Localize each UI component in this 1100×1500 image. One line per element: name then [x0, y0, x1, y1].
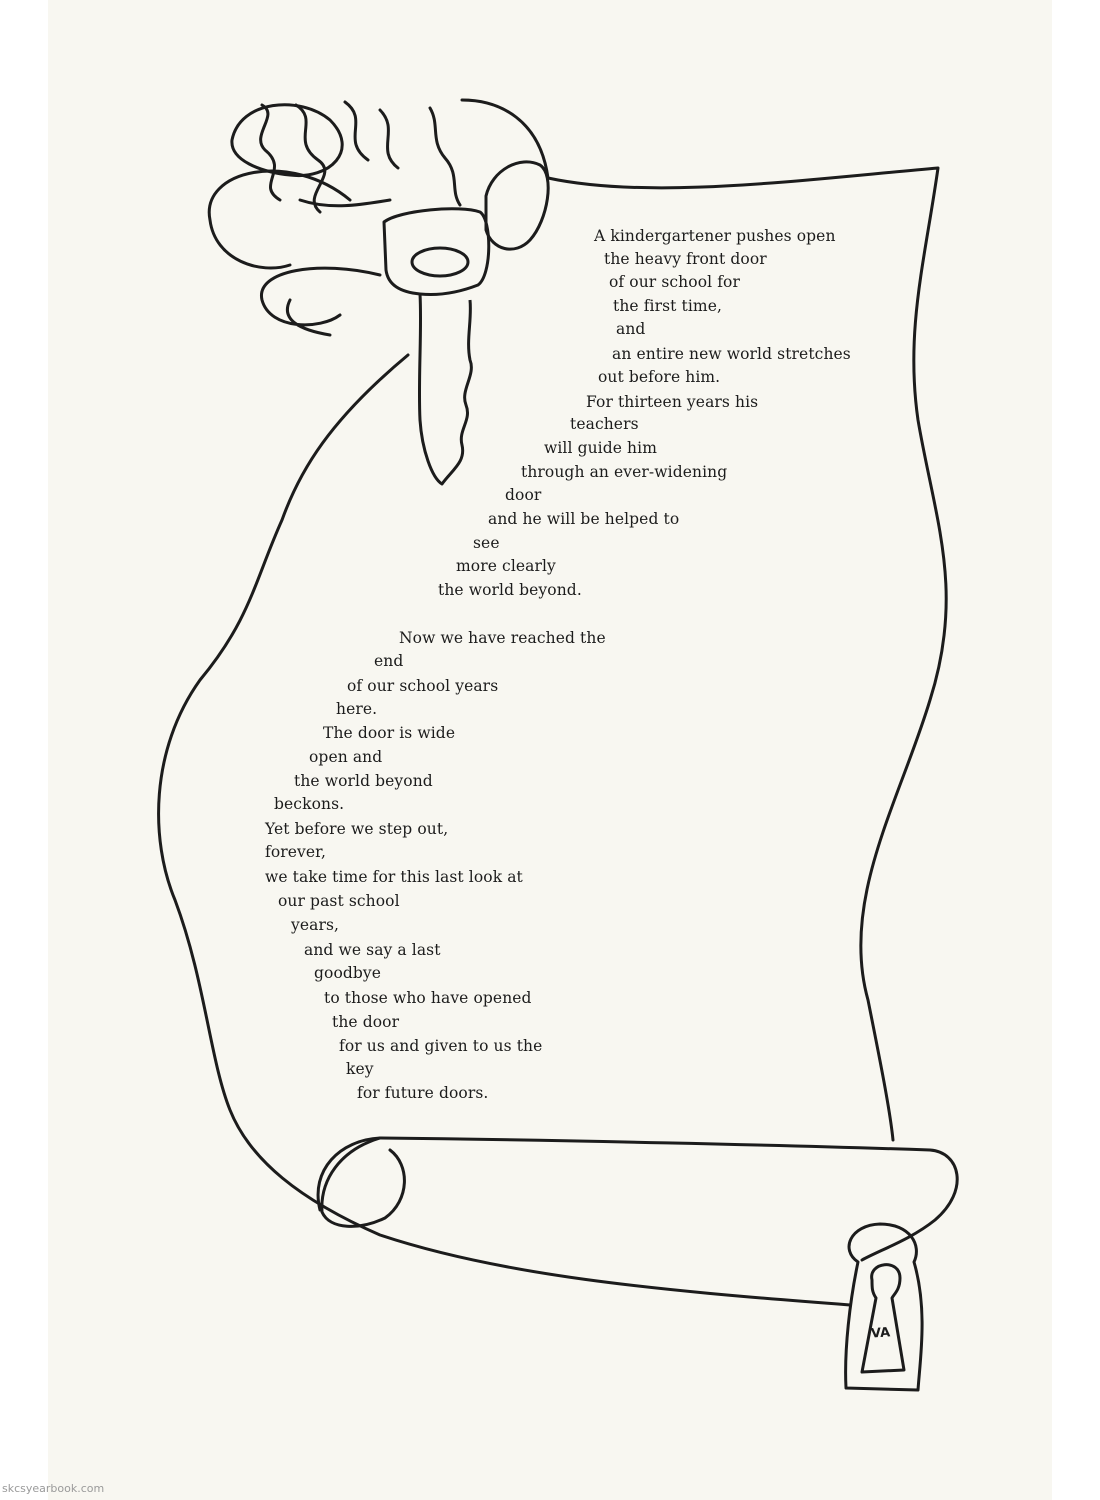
poem-line: A kindergartener pushes open	[594, 227, 836, 245]
poem-line: open and	[309, 748, 383, 766]
poem-line: and	[616, 320, 646, 338]
poem-line: the door	[332, 1013, 400, 1031]
scroll-bottom-roll	[318, 1138, 957, 1260]
poem-line: and we say a last	[304, 941, 441, 959]
poem-line: teachers	[570, 415, 639, 433]
poem-line: our past school	[278, 892, 400, 910]
poem-line: door	[505, 486, 542, 504]
poem-line: out before him.	[598, 368, 721, 386]
scroll-outline	[548, 168, 946, 1140]
poem-line: the first time,	[613, 297, 723, 315]
poem-line: forever,	[265, 843, 327, 861]
watermark: skcsyearbook.com	[2, 1482, 105, 1495]
poem-line: see	[473, 534, 500, 552]
poem-line: and he will be helped to	[488, 510, 680, 528]
poem-line: will guide him	[544, 439, 657, 457]
poem-line: for future doors.	[357, 1084, 489, 1102]
scroll-left-curl	[209, 171, 380, 335]
keyhole	[862, 1265, 904, 1372]
poem-line: end	[374, 652, 404, 670]
poem-line: of our school for	[609, 273, 740, 291]
poem-line: The door is wide	[323, 724, 456, 742]
thumb	[486, 162, 548, 249]
poem-line: we take time for this last look at	[265, 868, 523, 886]
poem-line: the world beyond.	[438, 581, 582, 599]
poem-line: the heavy front door	[604, 250, 767, 268]
poem-line: an entire new world stretches	[612, 345, 851, 363]
poem-line: through an ever-widening	[521, 463, 728, 481]
poem-line: key	[346, 1060, 374, 1078]
key-hole	[412, 248, 468, 276]
hand	[261, 100, 548, 212]
key	[384, 209, 489, 295]
poem-line: years,	[291, 916, 340, 934]
poem-line: the world beyond	[294, 772, 433, 790]
poem-line: goodbye	[314, 964, 382, 982]
scroll-top-curl	[232, 105, 342, 176]
artist-initials: VA	[870, 1325, 891, 1342]
poem-line: Yet before we step out,	[265, 820, 449, 838]
poem-line: here.	[336, 700, 378, 718]
poem-line: to those who have opened	[324, 989, 532, 1007]
poem-line: more clearly	[456, 557, 556, 575]
poem-line: For thirteen years his	[586, 393, 759, 411]
poem-line: Now we have reached the	[399, 629, 606, 647]
key-blade	[419, 294, 471, 484]
poem-line: beckons.	[274, 795, 345, 813]
poem-line: of our school years	[347, 677, 499, 695]
poem-line: for us and given to us the	[339, 1037, 543, 1055]
